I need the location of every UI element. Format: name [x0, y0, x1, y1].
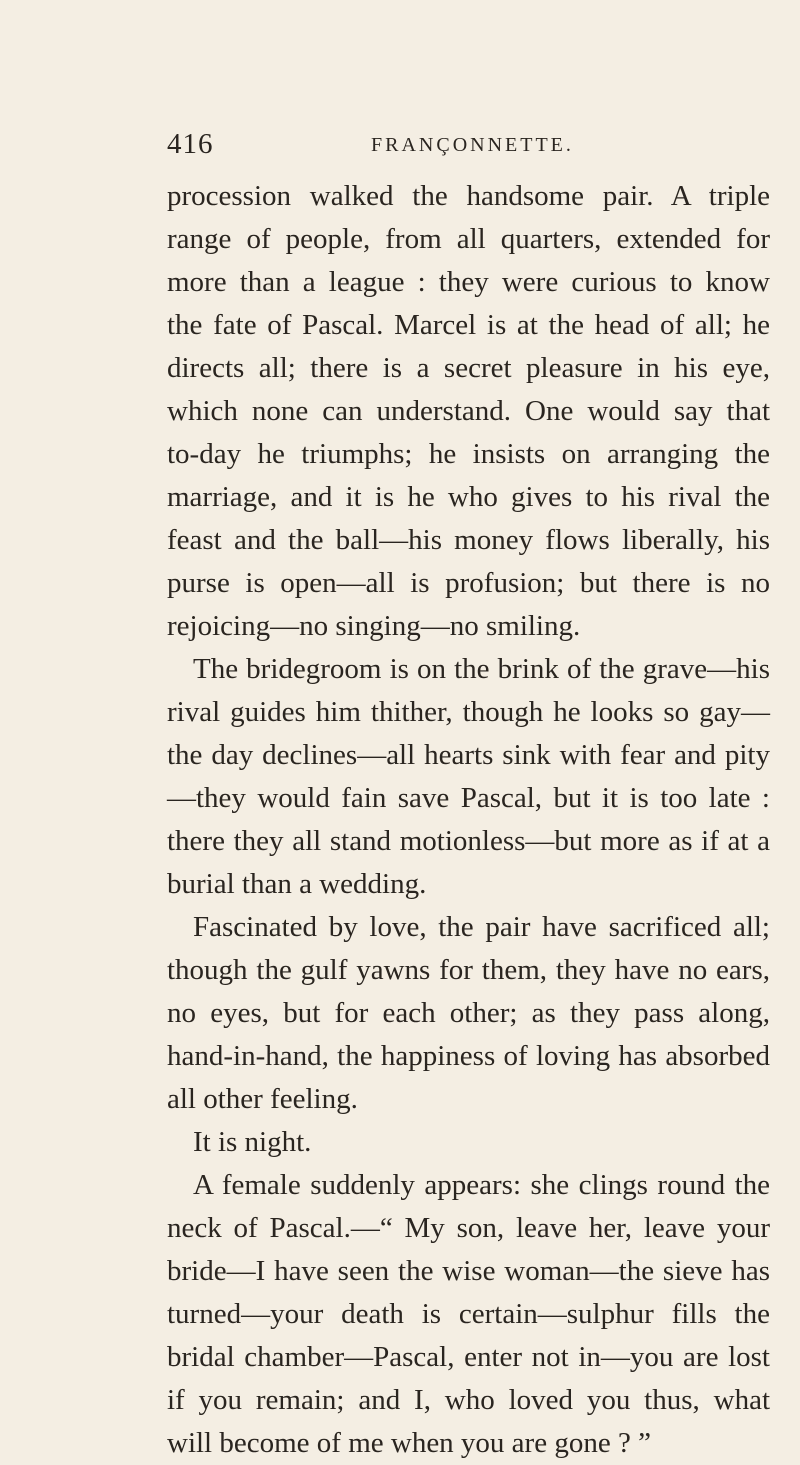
- text-line: all other feeling.: [167, 1083, 358, 1115]
- text-line: neck of Pascal.—“ My son, leave her, leave your: [167, 1212, 770, 1244]
- text-line: bride—I have seen the wise woman—the sieve has: [167, 1255, 770, 1287]
- text-line: —they would fain save Pascal, but it is too late :: [167, 782, 770, 814]
- text-line: marriage, and it is he who gives to his rival the: [167, 481, 770, 513]
- text-line: which none can understand. One would say that: [167, 395, 770, 427]
- text-line: It is night.: [193, 1126, 312, 1158]
- text-line: burial than a wedding.: [167, 868, 427, 900]
- text-line: more than a league : they were curious to know: [167, 266, 770, 298]
- text-line: rival guides him thither, though he looks so gay—: [167, 696, 770, 728]
- text-line: procession walked the handsome pair. A triple: [167, 180, 770, 212]
- text-line: will become of me when you are gone ? ”: [167, 1427, 651, 1459]
- text-line: if you remain; and I, who loved you thus, what: [167, 1384, 770, 1416]
- text-line: to-day he triumphs; he insists on arranging the: [167, 438, 770, 470]
- text-line: the fate of Pascal. Marcel is at the head of all; he: [167, 309, 770, 341]
- text-line: the day declines—all hearts sink with fear and pity: [167, 739, 770, 771]
- page-header-title: FRANÇONNETTE.: [371, 134, 574, 156]
- text-line: directs all; there is a secret pleasure in his eye,: [167, 352, 770, 384]
- text-line: feast and the ball—his money flows liberally, his: [167, 524, 770, 556]
- text-line: no eyes, but for each other; as they pass along,: [167, 997, 770, 1029]
- text-line: The bridegroom is on the brink of the grave—his: [193, 653, 770, 685]
- running-head: [167, 128, 780, 168]
- text-line: range of people, from all quarters, extended for: [167, 223, 770, 255]
- text-line: turned—your death is certain—sulphur fills the: [167, 1298, 770, 1330]
- text-line: though the gulf yawns for them, they have no ears,: [167, 954, 770, 986]
- page-number: 416: [167, 128, 214, 160]
- text-line: Fascinated by love, the pair have sacrificed all;: [193, 911, 770, 943]
- text-line: there they all stand motionless—but more as if at a: [167, 825, 770, 857]
- text-line: bridal chamber—Pascal, enter not in—you are lost: [167, 1341, 770, 1373]
- text-line: purse is open—all is profusion; but there is no: [167, 567, 770, 599]
- text-line: A female suddenly appears: she clings round the: [193, 1169, 770, 1201]
- text-line: hand-in-hand, the happiness of loving has absorbed: [167, 1040, 770, 1072]
- body-text: [167, 175, 770, 1465]
- text-line: rejoicing—no singing—no smiling.: [167, 610, 581, 642]
